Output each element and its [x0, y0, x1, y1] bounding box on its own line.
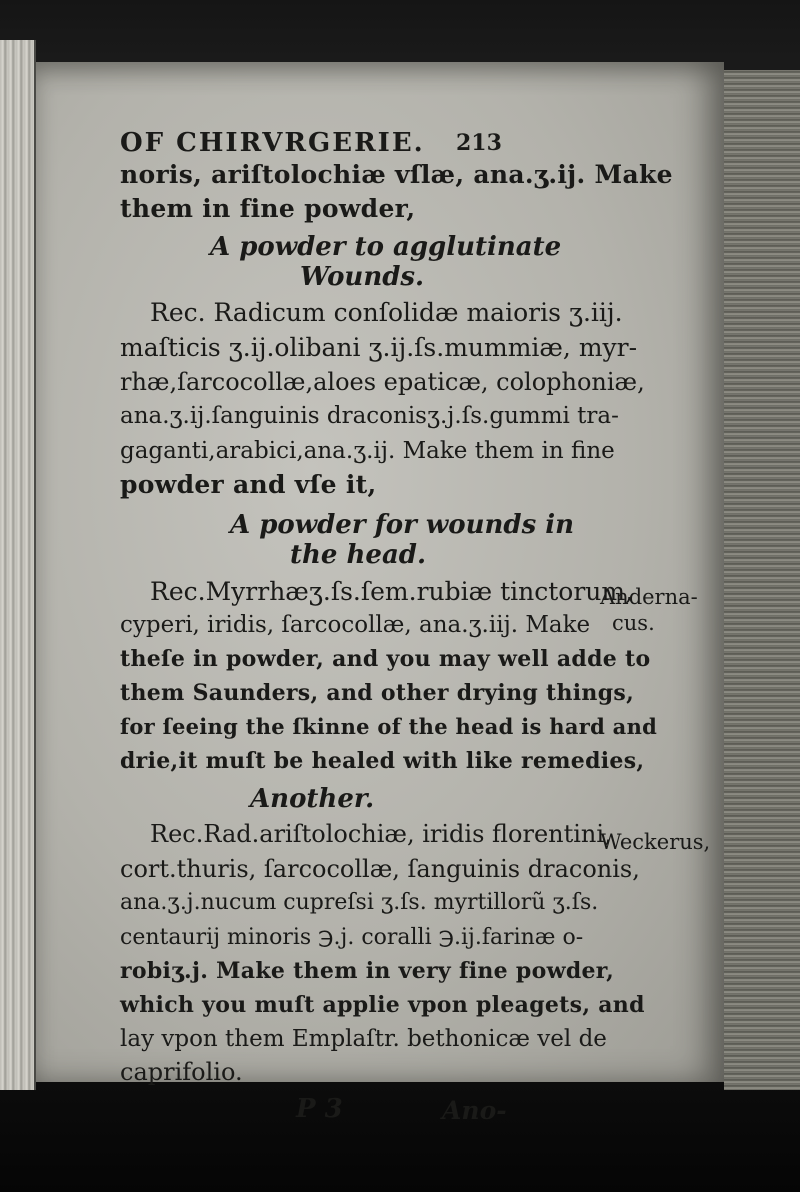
book-fore-edge — [724, 70, 800, 1090]
text-line: them Saunders, and other drying things, — [120, 680, 635, 706]
margin-note: Anderna- — [600, 585, 698, 609]
text-line: maſticis ʒ.ij.olibani ʒ.ij.ſs.mummiæ, myr- — [120, 333, 638, 362]
section-heading: Wounds. — [300, 262, 425, 292]
section-heading: A powder for wounds in — [230, 510, 575, 540]
text-line: robiʒ.j. Make them in very fine powder, — [120, 958, 615, 984]
text-line: lay vpon them Emplaſtr. bethonicæ vel de — [120, 1026, 607, 1052]
text-line: which you muſt applie vpon pleagets, and — [120, 992, 645, 1018]
catchword: Ano- — [442, 1096, 507, 1125]
text-line: cort.thuris, ſarcocollæ, ſanguinis draconis, — [120, 855, 640, 883]
text-line: centaurij minoris ℈.j. coralli ℈.ij.farinæ o- — [120, 925, 584, 950]
previous-pages-edge — [0, 40, 36, 1090]
margin-note: Weckerus, — [600, 830, 711, 854]
text-line: theſe in powder, and you may well adde to — [120, 646, 651, 672]
text-line: Rec. Radicum conſolidæ maioris ʒ.iij. — [150, 298, 623, 327]
text-line: powder and vſe it, — [120, 470, 377, 499]
section-heading: the head. — [290, 540, 427, 570]
section-heading: Another. — [250, 784, 375, 814]
text-line: ana.ʒ.j.nucum cupreſsi ʒ.ſs. myrtillorũ ʒ.ſs. — [120, 890, 599, 915]
text-line: cyperi, iridis, ſarcocollæ, ana.ʒ.iij. Make — [120, 612, 591, 638]
text-line: rhæ,ſarcocollæ,aloes epaticæ, colophoniæ, — [120, 368, 645, 396]
text-line: ana.ʒ.ij.ſanguinis draconisʒ.j.ſs.gummi tra- — [120, 403, 619, 429]
text-line: Rec.Myrrhæʒ.ſs.ſem.rubiæ tinctorum, — [150, 577, 634, 606]
text-line: caprifolio. — [120, 1058, 243, 1086]
text-line: for ſeeing the ſkinne of the head is hard and — [120, 714, 658, 739]
page-number: 213 — [456, 130, 502, 156]
section-heading: A powder to agglutinate — [210, 232, 562, 262]
text-line: noris, ariſtolochiæ vſlæ, ana.ʒ.ij. Make — [120, 160, 673, 189]
text-line: Rec.Rad.ariſtolochiæ, iridis florentini, — [150, 820, 612, 848]
signature-mark: P 3 — [296, 1094, 343, 1124]
text-line: them in fine powder, — [120, 194, 416, 223]
running-head: OF CHIRVRGERIE. — [120, 128, 425, 158]
margin-note: cus. — [612, 611, 655, 635]
text-line: gaganti,arabici,ana.ʒ.ij. Make them in fine — [120, 438, 615, 464]
text-line: drie,it muſt be healed with like remedies, — [120, 748, 645, 774]
